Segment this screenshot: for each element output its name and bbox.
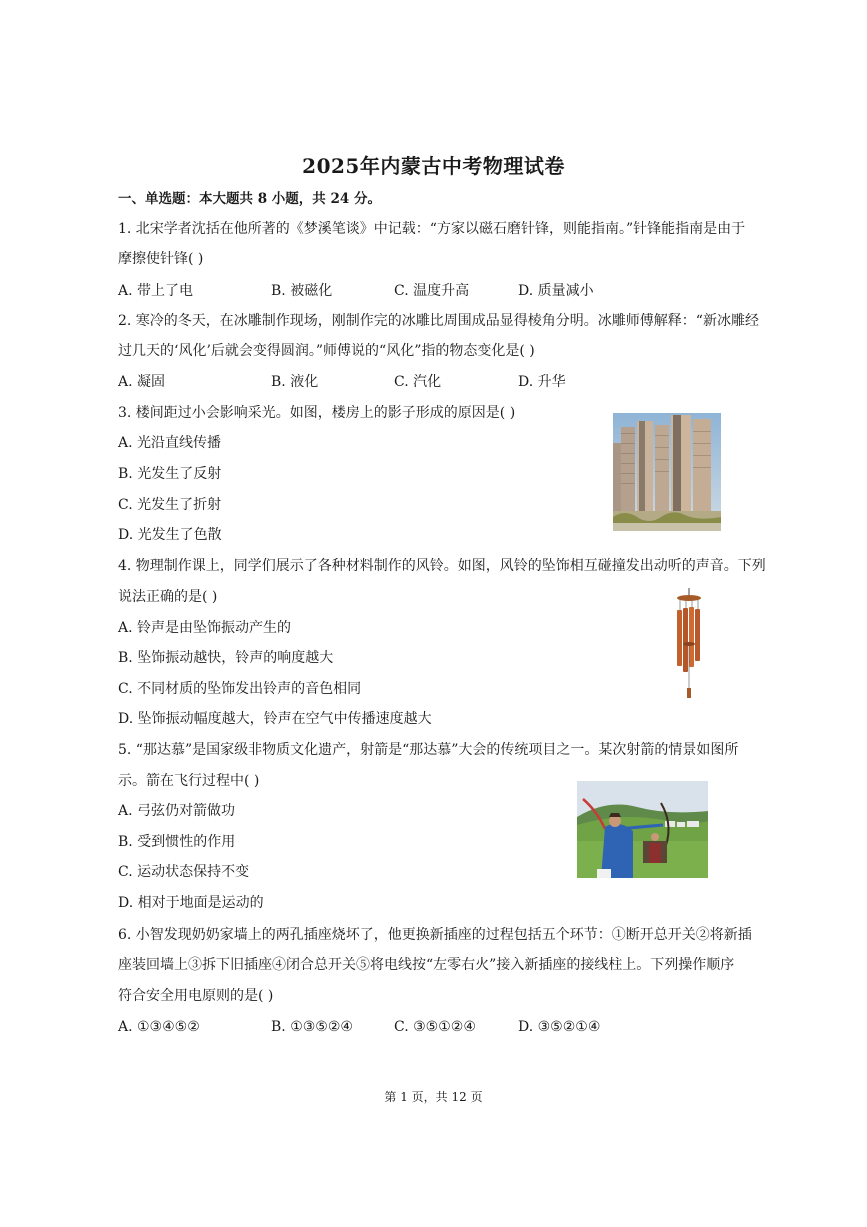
question-2-stem-line2: 过几天的‘风化’后就会变得圆润。”师傅说的“风化”指的物态变化是( ) [118, 343, 535, 359]
question-6-stem-line2: 座装回墙上③拆下旧插座④闭合总开关⑤将电线按“左零右火”接入新插座的接线柱上。下列操作顺序 [118, 957, 735, 973]
section-heading: 一、单选题：本大题共 8 小题，共 24 分。 [118, 191, 381, 207]
question-2-option-c: C. 汽化 [394, 374, 442, 390]
question-3-option-c: C. 光发生了折射 [118, 497, 222, 513]
question-2-stem-line1: 2. 寒冷的冬天，在冰雕制作现场，刚制作完的冰雕比周围成品显得棱角分明。冰雕师傅解释：“新冰雕经 [118, 313, 759, 329]
buildings-shadow-photo [613, 413, 721, 531]
question-4-stem-line2: 说法正确的是( ) [118, 589, 218, 605]
question-2-option-d: D. 升华 [518, 374, 566, 390]
page-title: 2025年内蒙古中考物理试卷 [302, 154, 565, 178]
question-1-option-d: D. 质量减小 [518, 283, 594, 299]
question-4-option-a: A. 铃声是由坠饰振动产生的 [118, 620, 292, 636]
question-5-option-b: B. 受到惯性的作用 [118, 834, 236, 850]
question-5-option-d: D. 相对于地面是运动的 [118, 895, 264, 911]
page-footer: 第 1 页，共 12 页 [384, 1090, 483, 1104]
question-1-stem-line1: 1. 北宋学者沈括在他所著的《梦溪笔谈》中记载：“方家以磁石磨针锋，则能指南。”针锋能指南是由于 [118, 221, 746, 237]
question-4-option-d: D. 坠饰振动幅度越大，铃声在空气中传播速度越大 [118, 711, 432, 727]
question-3-option-b: B. 光发生了反射 [118, 466, 222, 482]
question-4-option-b: B. 坠饰振动越快，铃声的响度越大 [118, 650, 334, 666]
question-6-option-a: A. ①③④⑤② [118, 1019, 200, 1035]
question-3-option-d: D. 光发生了色散 [118, 527, 222, 543]
question-2-option-a: A. 凝固 [118, 374, 166, 390]
question-1-stem-line2: 摩擦使针锋( ) [118, 251, 204, 267]
question-4-option-c: C. 不同材质的坠饰发出铃声的音色相同 [118, 681, 362, 697]
question-3-stem: 3. 楼间距过小会影响采光。如图，楼房上的影子形成的原因是( ) [118, 405, 516, 421]
wind-chime-photo [672, 588, 706, 702]
question-6-stem-line1: 6. 小智发现奶奶家墙上的两孔插座烧坏了，他更换新插座的过程包括五个环节：①断开总开关②将新插 [118, 927, 752, 943]
question-6-stem-line3: 符合安全用电原则的是( ) [118, 988, 274, 1004]
question-5-option-c: C. 运动状态保持不变 [118, 864, 250, 880]
archery-photo [577, 781, 708, 878]
question-3-option-a: A. 光沿直线传播 [118, 435, 222, 451]
question-4-stem-line1: 4. 物理制作课上，同学们展示了各种材料制作的风铃。如图，风铃的坠饰相互碰撞发出动听的声音。下列 [118, 558, 766, 574]
question-6-option-c: C. ③⑤①②④ [394, 1019, 476, 1035]
question-5-stem-line2: 示。箭在飞行过程中( ) [118, 773, 260, 789]
question-1-option-a: A. 带上了电 [118, 283, 194, 299]
question-5-option-a: A. 弓弦仍对箭做功 [118, 803, 236, 819]
question-6-option-d: D. ③⑤②①④ [518, 1019, 601, 1035]
question-2-option-b: B. 液化 [271, 374, 319, 390]
question-1-option-c: C. 温度升高 [394, 283, 470, 299]
question-6-option-b: B. ①③⑤②④ [271, 1019, 353, 1035]
question-5-stem-line1: 5. “那达慕”是国家级非物质文化遗产，射箭是“那达慕”大会的传统项目之一。某次射箭的情景如图所 [118, 742, 739, 758]
question-1-option-b: B. 被磁化 [271, 283, 333, 299]
